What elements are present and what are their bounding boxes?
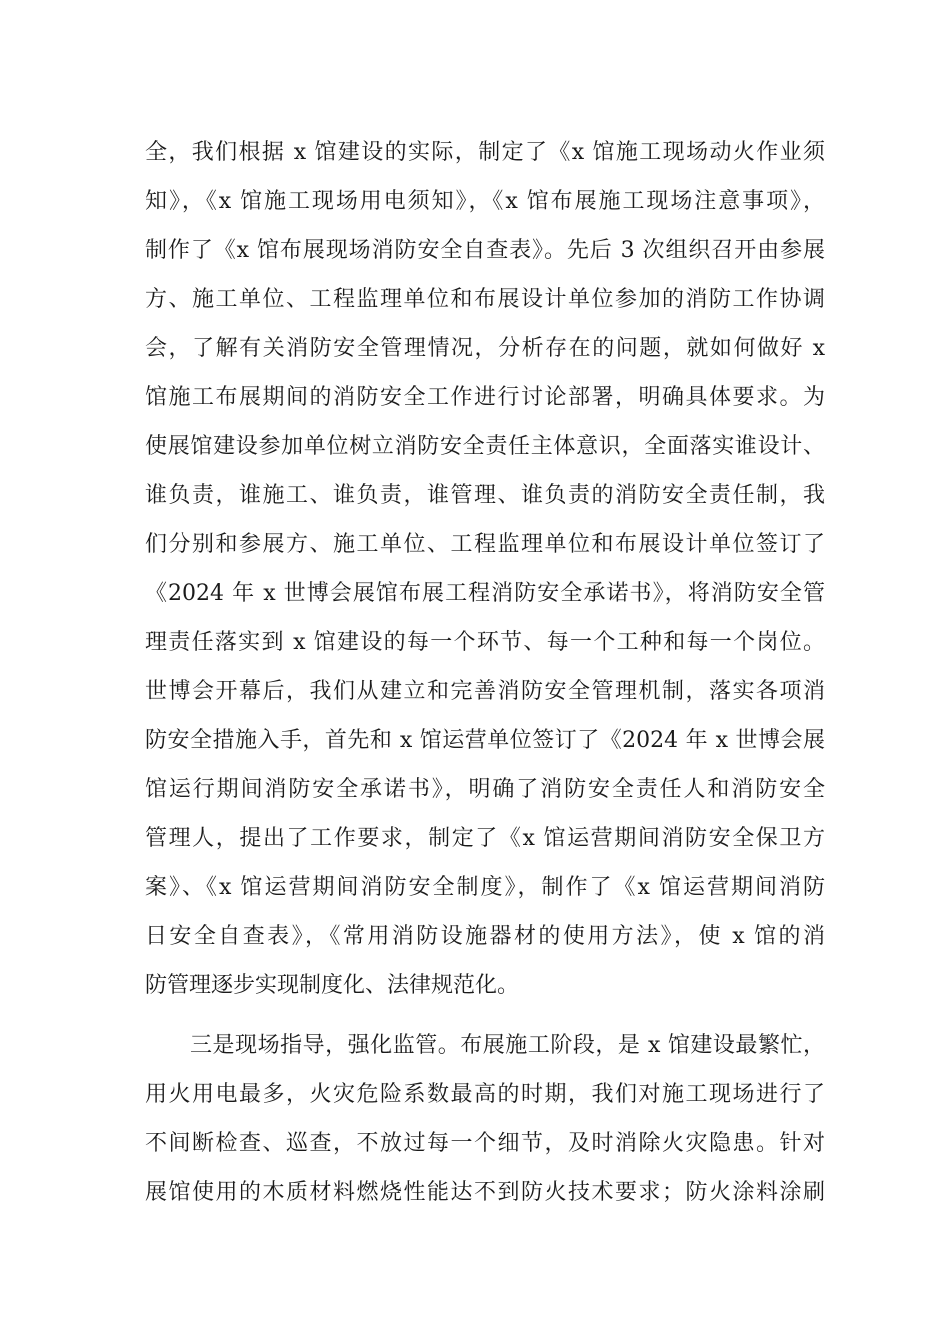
text-line: 防管理逐步实现制度化、法律规范化。 xyxy=(145,973,520,998)
text-line: 谁负责，谁施工、谁负责，谁管理、谁负责的消防安全责任制，我 xyxy=(145,483,825,508)
text-line: 日安全自查表》，《常用消防设施器材的使用方法》，使 x 馆的消 xyxy=(145,924,825,949)
text-line: 用火用电最多，火灾危险系数最高的时期，我们对施工现场进行了 xyxy=(145,1082,825,1107)
text-line: 管理人，提出了工作要求，制定了《x 馆运营期间消防安全保卫方 xyxy=(145,826,825,851)
text-line: 馆运行期间消防安全承诺书》，明确了消防安全责任人和消防安全 xyxy=(145,777,825,802)
text-line: 制作了《x 馆布展现场消防安全自查表》。先后 3 次组织召开由参展 xyxy=(145,238,825,263)
text-line: 案》、《x 馆运营期间消防安全制度》，制作了《x 馆运营期间消防 xyxy=(145,875,825,900)
text-line: 使展馆建设参加单位树立消防安全责任主体意识，全面落实谁设计、 xyxy=(145,434,825,459)
text-line: 方、施工单位、工程监理单位和布展设计单位参加的消防工作协调 xyxy=(145,287,825,312)
text-line: 防安全措施入手，首先和 x 馆运营单位签订了《2024 年 x 世博会展 xyxy=(145,728,825,753)
text-line: 理责任落实到 x 馆建设的每一个环节、每一个工种和每一个岗位。 xyxy=(145,630,825,655)
text-line: 展馆使用的木质材料燃烧性能达不到防火技术要求；防火涂料涂刷 xyxy=(145,1180,825,1205)
text-line: 世博会开幕后，我们从建立和完善消防安全管理机制，落实各项消 xyxy=(145,679,825,704)
text-line: 《2024 年 x 世博会展馆布展工程消防安全承诺书》，将消防安全管 xyxy=(145,581,825,606)
text-line: 馆施工布展期间的消防安全工作进行讨论部署，明确具体要求。为 xyxy=(145,385,825,410)
text-line: 全，我们根据 x 馆建设的实际，制定了《x 馆施工现场动火作业须 xyxy=(145,140,825,165)
text-line: 会，了解有关消防安全管理情况，分析存在的问题，就如何做好 x xyxy=(145,336,825,361)
paragraph-first-line: 三是现场指导，强化监管。布展施工阶段，是 x 馆建设最繁忙， xyxy=(190,1033,825,1058)
text-line: 们分别和参展方、施工单位、工程监理单位和布展设计单位签订了 xyxy=(145,532,825,557)
text-line: 不间断检查、巡查，不放过每一个细节，及时消除火灾隐患。针对 xyxy=(145,1131,825,1156)
text-line: 知》，《x 馆施工现场用电须知》，《x 馆布展施工现场注意事项》， xyxy=(145,189,825,214)
